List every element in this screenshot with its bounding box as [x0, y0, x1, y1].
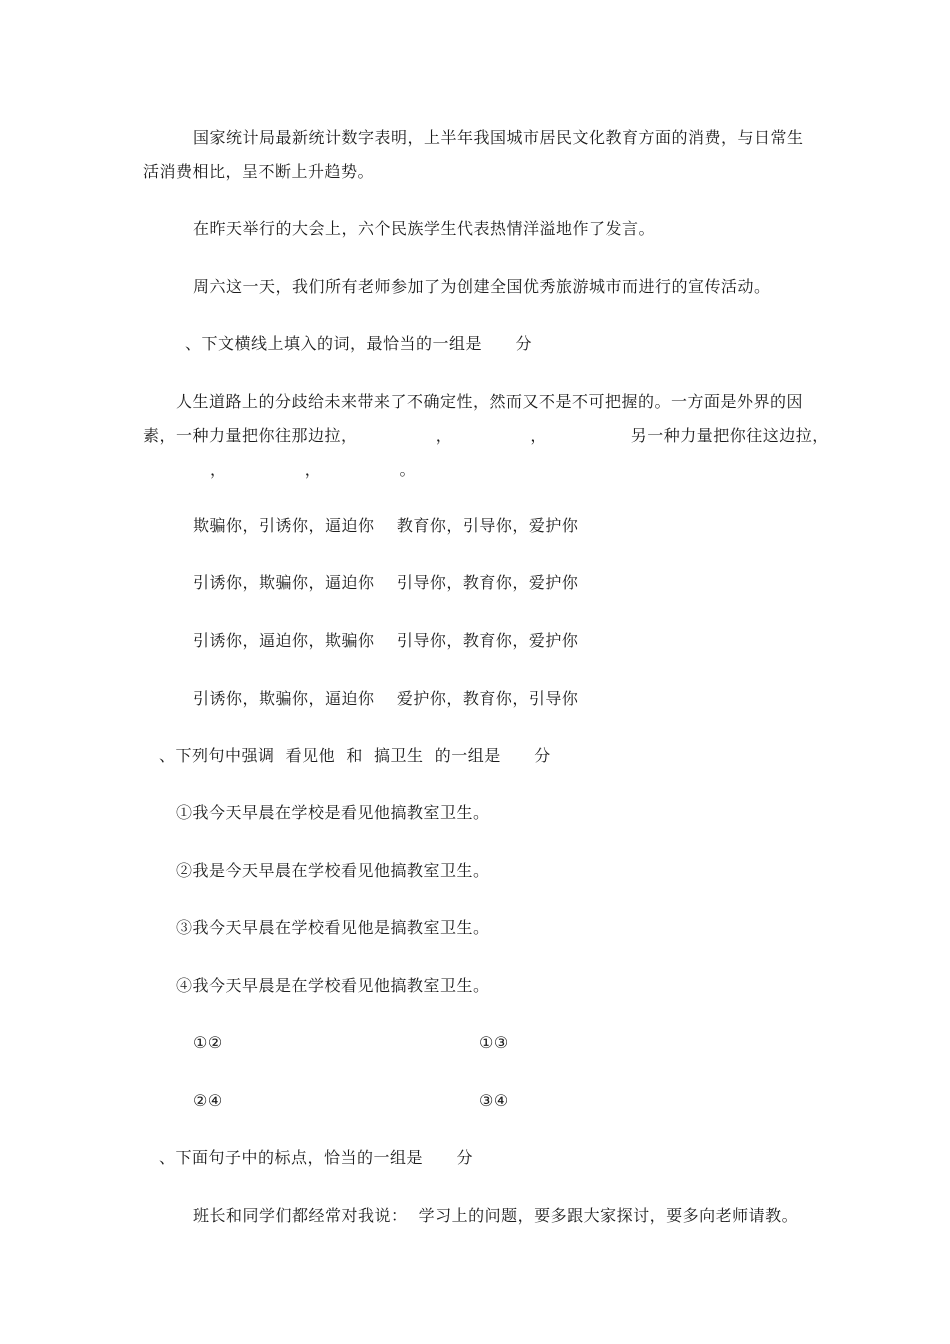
question-heading-fill-blank: 、下文横线上填入的词，最恰当的一组是 分 — [185, 334, 533, 353]
sentence-4: ④我今天早晨是在学校看见他搞教室卫生。 — [176, 976, 490, 995]
option-d: 引诱你，欺骗你，逼迫你 爱护你，教育你，引导你 — [193, 689, 579, 708]
passage-line-1: 人生道路上的分歧给未来带来了不确定性，然而又不是不可把握的。一方面是外界的因 — [176, 392, 804, 411]
text-line-3: 在昨天举行的大会上，六个民族学生代表热情洋溢地作了发言。 — [193, 219, 656, 238]
sentence-3: ③我今天早晨在学校看见他是搞教室卫生。 — [176, 918, 490, 937]
choice-d: ③④ — [479, 1091, 509, 1110]
option-c: 引诱你，逼迫你，欺骗你 引导你，教育你，爱护你 — [193, 631, 579, 650]
option-a: 欺骗你，引诱你，逼迫你 教育你，引导你，爱护你 — [193, 516, 579, 535]
text-line-2: 活消费相比，呈不断上升趋势。 — [143, 162, 375, 181]
choice-a: ①② — [193, 1033, 223, 1052]
passage-line-3: ， ， 。 — [143, 460, 416, 479]
question-heading-emphasis: 、下列句中强调 看见他 和 搞卫生 的一组是 分 — [159, 746, 551, 765]
punctuation-sentence: 班长和同学们都经常对我说： 学习上的问题，要多跟大家探讨，要多向老师请教。 — [193, 1206, 799, 1225]
text-line-1: 国家统计局最新统计数字表明，上半年我国城市居民文化教育方面的消费，与日常生 — [193, 128, 804, 147]
option-b: 引诱你，欺骗你，逼迫你 引导你，教育你，爱护你 — [193, 573, 579, 592]
choice-c: ②④ — [193, 1091, 223, 1110]
sentence-1: ①我今天早晨在学校是看见他搞教室卫生。 — [176, 803, 490, 822]
question-heading-punctuation: 、下面句子中的标点，恰当的一组是 分 — [159, 1148, 474, 1167]
sentence-2: ②我是今天早晨在学校看见他搞教室卫生。 — [176, 861, 490, 880]
passage-line-2: 素，一种力量把你往那边拉， ， ， 另一种力量把你往这边拉， — [143, 426, 829, 445]
choice-b: ①③ — [479, 1033, 509, 1052]
text-line-4: 周六这一天，我们所有老师参加了为创建全国优秀旅游城市而进行的宣传活动。 — [193, 277, 771, 296]
